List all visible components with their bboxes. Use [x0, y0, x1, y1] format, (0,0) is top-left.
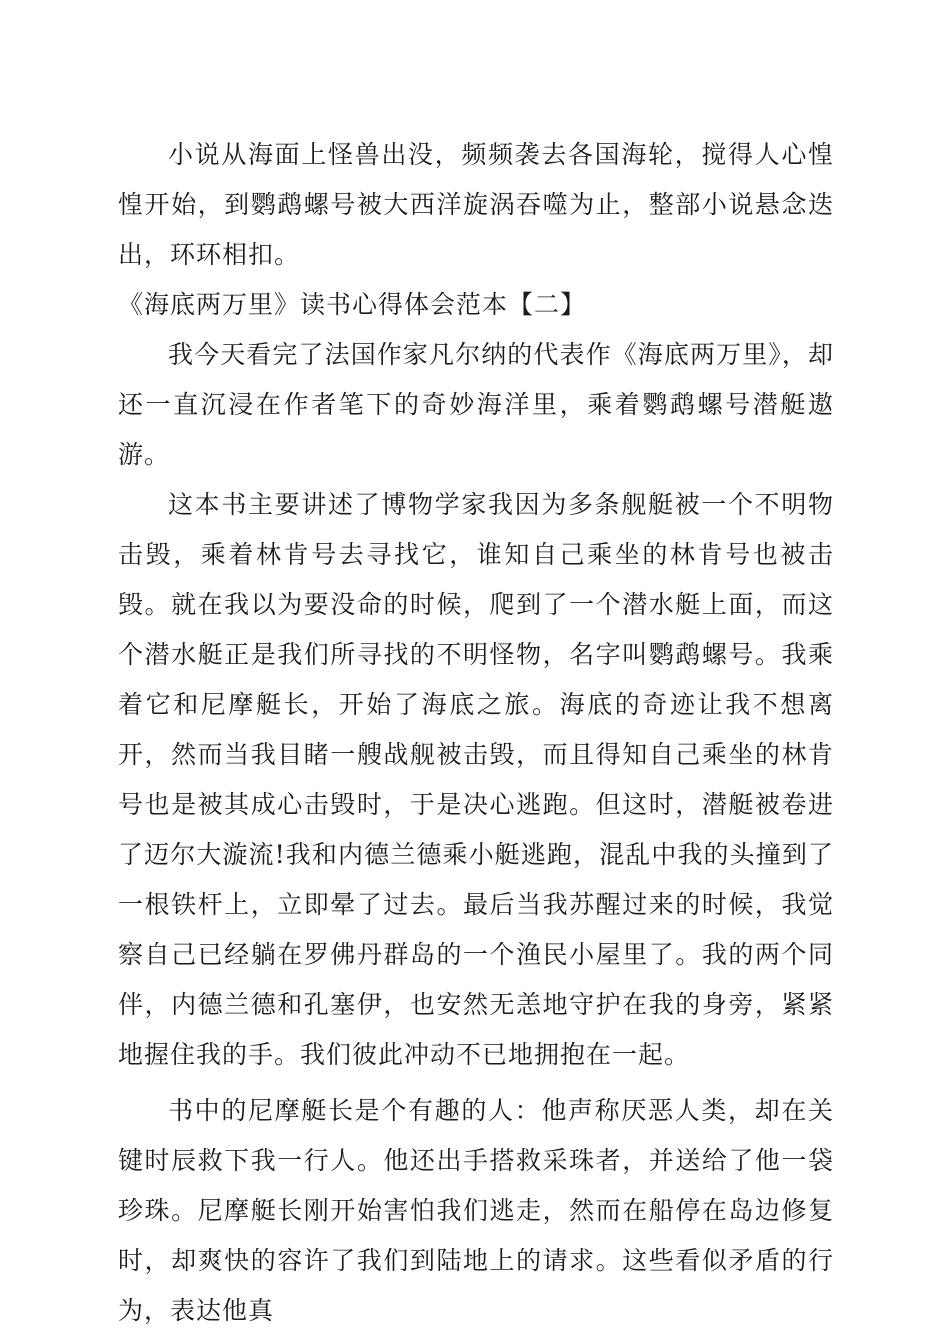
paragraph-1: 我今天看完了法国作家凡尔纳的代表作《海底两万里》，却还一直沉浸在作者笔下的奇妙海洋里，乘着鹦鹉螺号潜艇遨游。 [118, 340, 834, 469]
intro-paragraph: 小说从海面上怪兽出没，频频袭去各国海轮，搅得人心惶惶开始，到鹦鹉螺号被大西洋旋涡吞噬为止，整部小说悬念迭出，环环相扣。 [118, 140, 834, 269]
paragraph-3: 书中的尼摩艇长是个有趣的人：他声称厌恶人类，却在关键时辰救下我一行人。他还出手搭救采珠者，并送给了他一袋珍珠。尼摩艇长刚开始害怕我们逃走，然而在船停在岛边修复时，却爽快的容许了我们到陆地上的请求。这些看似矛盾的行为，表达他真 [118, 1096, 834, 1325]
paragraph-2: 这本书主要讲述了博物学家我因为多条舰艇被一个不明物击毁，乘着林肯号去寻找它，谁知自己乘坐的林肯号也被击毁。就在我以为要没命的时候，爬到了一个潜水艇上面，而这个潜水艇正是我们所寻找的不明怪物，名字叫鹦鹉螺号。我乘着它和尼摩艇长，开始了海底之旅。海底的奇迹让我不想离开，然而当我目睹一艘战舰被击毁，而且得知自己乘坐的林肯号也是被其成心击毁时，于是决心逃跑。但这时，潜艇被卷进了迈尔大漩流!我和内德兰德乘小艇逃跑，混乱中我的头撞到了一根铁杆上，立即晕了过去。最后当我苏醒过来的时候，我觉察自己已经躺在罗佛丹群岛的一个渔民小屋里了。我的两个同伴，内德兰德和孔塞伊，也安然无恙地守护在我的身旁，紧紧地握住我的手。我们彼此冲动不已地拥抱在一起。 [118, 490, 834, 1069]
section-heading: 《海底两万里》读书心得体会范本【二】 [118, 290, 587, 319]
document-body [118, 130, 834, 1336]
